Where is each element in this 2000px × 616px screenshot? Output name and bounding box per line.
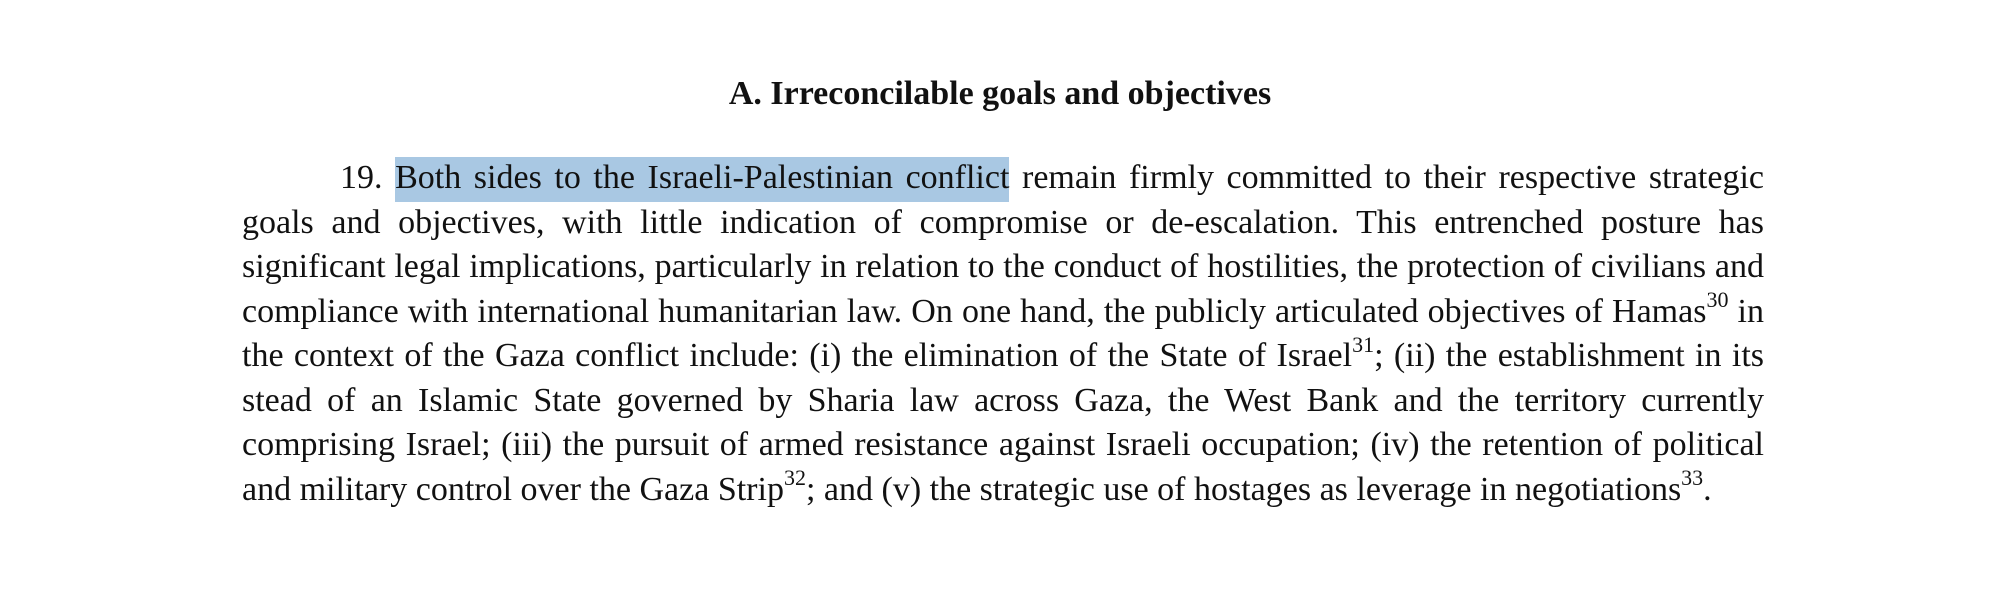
paragraph-text-segment: ; (ii) the establishment in its stead of an Islamic State governed by Sharia law across Gaza, the West Bank and the territory currently comprising Israel; (iii) the pursuit of armed resistance against Israeli occupation; (iv) the retention of political and military control over the Gaza Strip <box>242 337 1764 508</box>
paragraph-text-segment: in the context of the Gaza conflict include: (i) the elimination of the State of Israel <box>242 292 1764 374</box>
paragraph-number: 19. <box>340 159 383 196</box>
footnote-ref-33[interactable]: 33 <box>1681 465 1704 491</box>
footnote-ref-32[interactable]: 32 <box>783 465 806 491</box>
paragraph-text-segment: . <box>1703 470 1712 508</box>
footnote-ref-30[interactable]: 30 <box>1706 287 1729 313</box>
footnote-ref-31[interactable]: 31 <box>1352 331 1375 357</box>
selected-text[interactable]: Both sides to the Israeli-Palestinian conflict <box>395 157 1009 202</box>
paragraph-text-segment: remain firmly committed to their respective strategic goals and objectives, with little indication of compromise or de-escalation. This entrenched posture has significant legal implications, particularly in relation to the conduct of hostilities, the protection of civilians and compliance with international humanitarian law. On one hand, the publicly articulated objectives of Hamas <box>242 159 1765 330</box>
paragraph-text-segment: ; and (v) the strategic use of hostages as leverage in negotiations <box>805 470 1682 508</box>
paragraph-19[interactable] <box>242 156 1764 512</box>
section-heading: A. Irreconcilable goals and objectives <box>728 75 1272 112</box>
